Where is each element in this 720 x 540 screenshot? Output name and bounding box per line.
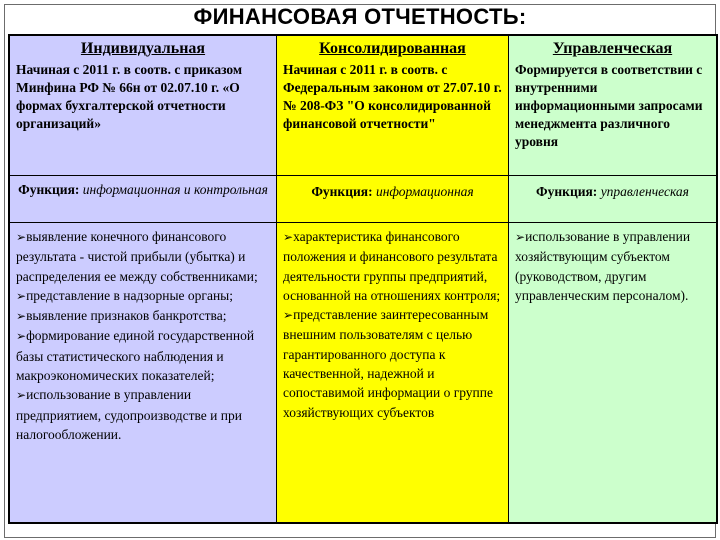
list-item: ➢представление в надзорные органы; <box>16 287 233 303</box>
column-header: Индивидуальная <box>80 40 206 57</box>
list-item: ➢формирование единой государственной базы статистического наблюдения и макроэкономических показателей; <box>16 328 255 384</box>
column-function <box>277 183 508 201</box>
list-item: ➢использование в управлении предприятием, судопроизводстве и при налогообложении. <box>16 387 242 442</box>
bullet-arrow-icon: ➢ <box>16 230 27 244</box>
bullet-arrow-icon: ➢ <box>16 329 27 344</box>
column-items <box>277 227 508 422</box>
bullet-arrow-icon: ➢ <box>16 288 27 303</box>
list-item: ➢использование в управлении хозяйствующим субъектом (руководством, другим управленческим персоналом). <box>515 229 691 303</box>
page-title: ФИНАНСОВАЯ ОТЧЕТНОСТЬ: <box>193 4 527 29</box>
function-key: Функция: <box>18 182 80 197</box>
list-item: ➢характеристика финансового положения и финансового результата деятельности группы предприятий, основанной на отношениях контроля; <box>283 229 501 303</box>
bullet-arrow-icon: ➢ <box>515 230 526 244</box>
function-value: информационная <box>375 184 474 199</box>
row-divider <box>10 222 716 223</box>
column-header: Управленческая <box>552 40 673 57</box>
bullet-arrow-icon: ➢ <box>283 230 294 244</box>
column-function <box>10 181 276 199</box>
column-intro: Формируется в соответствии с внутренними информационными запросами менеджмента различного уровня <box>515 62 703 149</box>
list-item: ➢выявление конечного финансового результата - чистой прибыли (убытка) и распределения ее между собственниками; <box>16 229 258 284</box>
column-items <box>509 227 716 305</box>
bullet-arrow-icon: ➢ <box>283 308 294 323</box>
function-key: Функция: <box>311 184 373 199</box>
column-managerial <box>509 36 716 522</box>
function-value: информационная и контрольная <box>82 182 268 197</box>
bullet-arrow-icon: ➢ <box>16 388 27 403</box>
reporting-table <box>8 34 718 524</box>
list-item: ➢выявление признаков банкротства; <box>16 308 227 324</box>
bullet-arrow-icon: ➢ <box>16 309 27 324</box>
column-function <box>509 183 716 201</box>
column-individual <box>10 36 277 522</box>
column-intro: Начиная с 2011 г. в соотв. с Федеральным законом от 27.07.10 г. № 208-ФЗ "О консолидированной финансовой отчетности" <box>283 62 502 131</box>
column-items <box>10 227 276 444</box>
column-intro: Начиная с 2011 г. в соотв. с приказом Минфина РФ № 66н от 02.07.10 г. «О формах бухгалтерской отчетности организаций» <box>16 62 243 131</box>
column-header: Консолидированная <box>319 40 466 57</box>
column-consolidated <box>277 36 509 522</box>
list-item: ➢представление заинтересованным внешним пользователям с целью гарантированного доступа к качественной, надежной и сопоставимой информации о группе хозяйствующих субъектов <box>283 307 494 420</box>
function-value: управленческая <box>600 184 689 199</box>
row-divider <box>10 175 716 176</box>
function-key: Функция: <box>536 184 598 199</box>
